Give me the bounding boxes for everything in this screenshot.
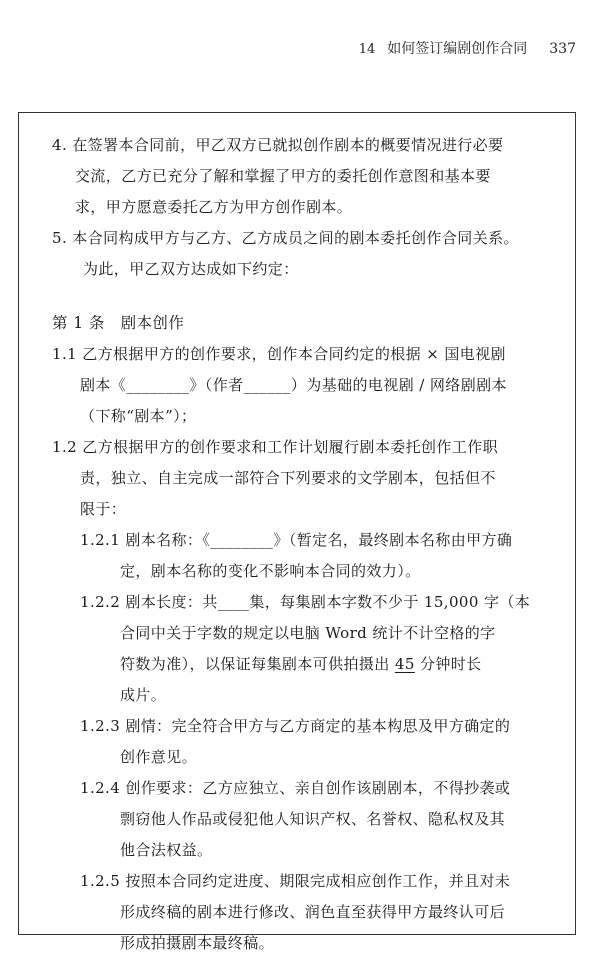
clause-4-line-1: 4. 在签署本合同前，甲乙双方已就拟创作剧本的概要情况进行必要	[52, 136, 504, 154]
clause-1-2-2-line-1: 1.2.2 剧本长度：共____集，每集剧本字数不少于 15,000 字（本	[80, 593, 531, 611]
clause-1-2-4-line-3: 他合法权益。	[120, 841, 213, 859]
clause-1-2-4-line-1: 1.2.4 创作要求：乙方应独立、亲自创作该剧剧本，不得抄袭或	[80, 779, 511, 797]
page-number: 337	[549, 41, 576, 57]
clause-1-2-3-line-2: 创作意见。	[120, 748, 198, 766]
clause-1-1-line-3: （下称“剧本”）；	[80, 407, 197, 425]
agreement-line: 为此，甲乙双方达成如下约定：	[83, 260, 299, 278]
clause-1-2-1-line-2: 定，剧本名称的变化不影响本合同的效力）。	[120, 562, 421, 580]
clause-1-2-line-1: 1.2 乙方根据甲方的创作要求和工作计划履行剧本委托创作工作职	[52, 438, 499, 456]
clause-1-2-5-line-1: 1.2.5 按照本合同约定进度、期限完成相应创作工作，并且对未	[80, 872, 511, 890]
clause-1-2-2-line-3-tail: 分钟时长	[414, 655, 482, 673]
clause-1-2-5-line-3: 形成拍摄剧本最终稿。	[120, 934, 275, 952]
running-header	[359, 38, 576, 58]
clause-1-2-4-line-2: 剽窃他人作品或侵犯他人知识产权、名誉权、隐私权及其	[120, 810, 506, 828]
filled-blank-duration: 45	[394, 655, 415, 673]
clause-1-1-line-1: 1.1 乙方根据甲方的创作要求，创作本合同约定的根据 × 国电视剧	[52, 345, 506, 363]
clause-1-2-2-line-3-text: 符数为准），以保证每集剧本可供拍摄出	[120, 655, 395, 673]
clause-1-2-1-line-1: 1.2.1 剧本名称：《________》（暂定名，最终剧本名称由甲方确	[80, 531, 513, 549]
clause-4-line-2: 交流，乙方已充分了解和掌握了甲方的委托创作意图和基本要	[75, 167, 491, 185]
clause-1-2-3-line-1: 1.2.3 剧情：完全符合甲方与乙方商定的基本构思及甲方确定的	[80, 717, 511, 735]
clause-5-line-1: 5. 本合同构成甲方与乙方、乙方成员之间的剧本委托创作合同关系。	[52, 229, 519, 247]
clause-1-2-line-3: 限于：	[80, 500, 127, 518]
clause-1-2-line-2: 责，独立、自主完成一部符合下列要求的文学剧本，包括但不	[80, 469, 496, 487]
clause-1-2-2-line-2: 合同中关于字数的规定以电脑 Word 统计不计空格的字	[120, 624, 496, 642]
chapter-title: 如何签订编剧创作合同	[387, 41, 528, 57]
clause-1-2-2-line-3	[120, 654, 482, 674]
clause-4-line-3: 求，甲方愿意委托乙方为甲方创作剧本。	[75, 198, 353, 216]
article-1-heading: 第 1 条 剧本创作	[52, 314, 185, 332]
chapter-number: 14	[358, 42, 376, 57]
clause-1-2-2-line-4: 成片。	[120, 686, 167, 704]
clause-1-1-line-2: 剧本《________》（作者______）为基础的电视剧 / 网络剧剧本	[80, 376, 507, 394]
clause-1-2-5-line-2: 形成终稿的剧本进行修改、润色直至获得甲方最终认可后	[120, 903, 506, 921]
